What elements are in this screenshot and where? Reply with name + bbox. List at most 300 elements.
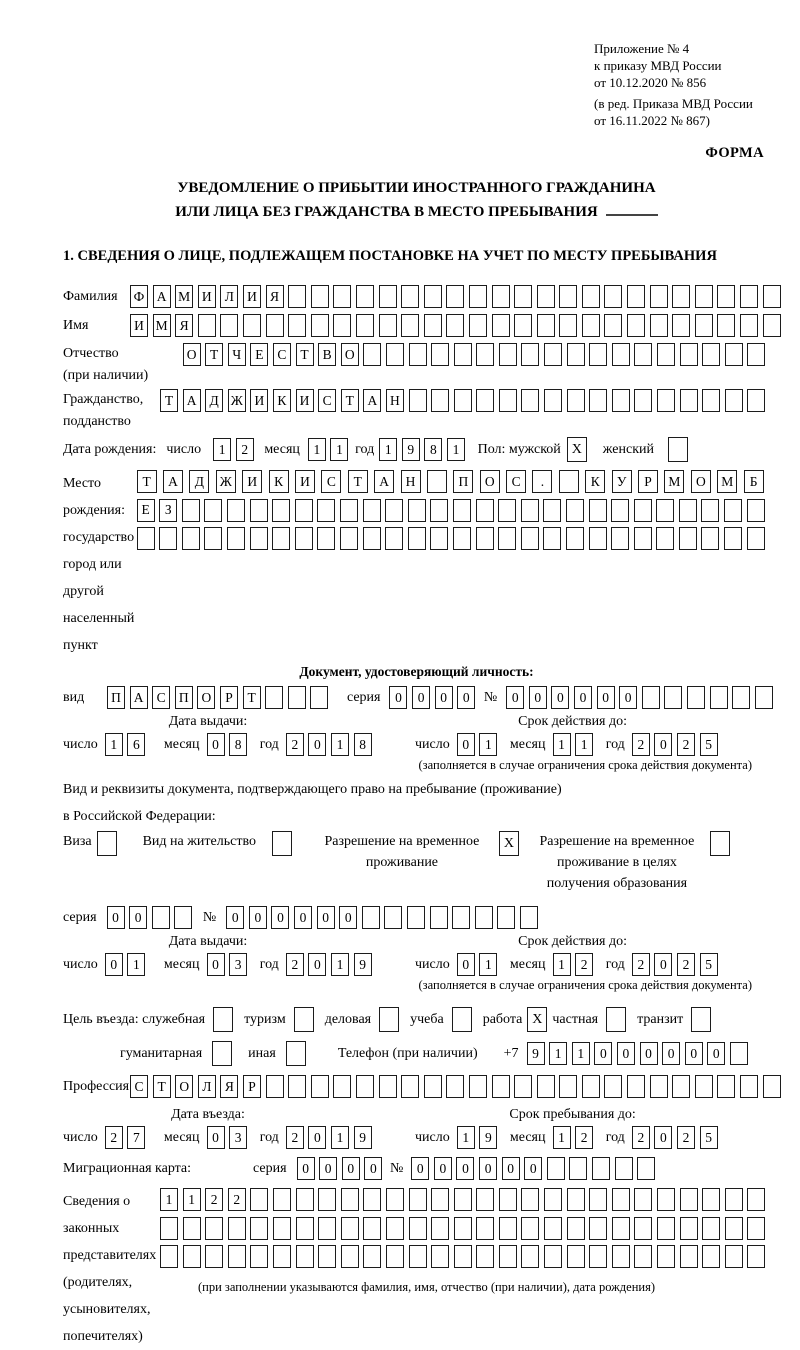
- char-cell[interactable]: [228, 1217, 246, 1240]
- char-cell[interactable]: 0: [435, 686, 453, 709]
- char-cell[interactable]: Л: [198, 1075, 216, 1098]
- char-cell[interactable]: О: [341, 343, 359, 366]
- char-cell[interactable]: [634, 499, 652, 522]
- char-cell[interactable]: О: [197, 686, 215, 709]
- char-cell[interactable]: [747, 1245, 765, 1268]
- char-cell[interactable]: Р: [220, 686, 238, 709]
- char-cell[interactable]: [687, 686, 705, 709]
- char-cell[interactable]: [747, 1217, 765, 1240]
- char-cell[interactable]: 1: [331, 953, 349, 976]
- char-cell[interactable]: [333, 1075, 351, 1098]
- char-cell[interactable]: 2: [205, 1188, 223, 1211]
- char-cell[interactable]: Ж: [228, 389, 246, 412]
- char-cell[interactable]: [362, 906, 380, 929]
- char-cell[interactable]: [499, 343, 517, 366]
- char-cell[interactable]: [680, 1217, 698, 1240]
- char-cell[interactable]: [452, 906, 470, 929]
- char-cell[interactable]: [273, 1245, 291, 1268]
- char-cell[interactable]: [543, 499, 561, 522]
- char-cell[interactable]: 0: [308, 1126, 326, 1149]
- char-cell[interactable]: 0: [617, 1042, 635, 1065]
- char-cell[interactable]: [476, 527, 494, 550]
- char-cell[interactable]: Т: [243, 686, 261, 709]
- char-cell[interactable]: М: [664, 470, 684, 493]
- char-cell[interactable]: 1: [572, 1042, 590, 1065]
- char-cell[interactable]: [521, 499, 539, 522]
- char-cell[interactable]: [543, 527, 561, 550]
- char-cell[interactable]: П: [453, 470, 473, 493]
- purpose-business-checkbox[interactable]: [379, 1007, 399, 1032]
- char-cell[interactable]: [379, 1075, 397, 1098]
- char-cell[interactable]: [656, 499, 674, 522]
- char-cell[interactable]: [408, 499, 426, 522]
- char-cell[interactable]: [408, 527, 426, 550]
- char-cell[interactable]: У: [612, 470, 632, 493]
- char-cell[interactable]: 5: [700, 953, 718, 976]
- purpose-transit-checkbox[interactable]: [691, 1007, 711, 1032]
- char-cell[interactable]: [701, 499, 719, 522]
- char-cell[interactable]: 1: [553, 733, 571, 756]
- char-cell[interactable]: 2: [105, 1126, 123, 1149]
- char-cell[interactable]: [695, 285, 713, 308]
- char-cell[interactable]: Ч: [228, 343, 246, 366]
- char-cell[interactable]: [559, 470, 579, 493]
- char-cell[interactable]: [204, 499, 222, 522]
- char-cell[interactable]: [340, 527, 358, 550]
- char-cell[interactable]: [612, 389, 630, 412]
- char-cell[interactable]: 1: [379, 438, 397, 461]
- char-cell[interactable]: [228, 1245, 246, 1268]
- char-cell[interactable]: [612, 1188, 630, 1211]
- char-cell[interactable]: [183, 1217, 201, 1240]
- char-cell[interactable]: [476, 499, 494, 522]
- char-cell[interactable]: 0: [551, 686, 569, 709]
- char-cell[interactable]: [499, 1245, 517, 1268]
- char-cell[interactable]: К: [273, 389, 291, 412]
- char-cell[interactable]: И: [242, 470, 262, 493]
- char-cell[interactable]: [701, 527, 719, 550]
- char-cell[interactable]: 9: [354, 953, 372, 976]
- char-cell[interactable]: 0: [271, 906, 289, 929]
- char-cell[interactable]: [725, 1245, 743, 1268]
- char-cell[interactable]: [634, 1245, 652, 1268]
- char-cell[interactable]: [672, 1075, 690, 1098]
- char-cell[interactable]: [454, 1188, 472, 1211]
- char-cell[interactable]: [567, 1188, 585, 1211]
- char-cell[interactable]: [611, 499, 629, 522]
- char-cell[interactable]: [296, 1217, 314, 1240]
- char-cell[interactable]: 1: [330, 438, 348, 461]
- char-cell[interactable]: И: [250, 389, 268, 412]
- char-cell[interactable]: [634, 343, 652, 366]
- char-cell[interactable]: [431, 1245, 449, 1268]
- char-cell[interactable]: 0: [654, 1126, 672, 1149]
- char-cell[interactable]: [424, 314, 442, 337]
- char-cell[interactable]: [288, 285, 306, 308]
- char-cell[interactable]: [386, 343, 404, 366]
- char-cell[interactable]: [547, 1157, 565, 1180]
- char-cell[interactable]: [295, 527, 313, 550]
- char-cell[interactable]: [363, 343, 381, 366]
- char-cell[interactable]: [409, 1217, 427, 1240]
- char-cell[interactable]: [650, 285, 668, 308]
- char-cell[interactable]: 8: [424, 438, 442, 461]
- char-cell[interactable]: [589, 1245, 607, 1268]
- char-cell[interactable]: [604, 285, 622, 308]
- char-cell[interactable]: Л: [220, 285, 238, 308]
- char-cell[interactable]: [627, 1075, 645, 1098]
- char-cell[interactable]: [272, 527, 290, 550]
- char-cell[interactable]: [356, 1075, 374, 1098]
- char-cell[interactable]: 1: [457, 1126, 475, 1149]
- char-cell[interactable]: [250, 1188, 268, 1211]
- char-cell[interactable]: [537, 314, 555, 337]
- char-cell[interactable]: [250, 1217, 268, 1240]
- char-cell[interactable]: О: [480, 470, 500, 493]
- purpose-work-checkbox[interactable]: X: [527, 1007, 547, 1032]
- char-cell[interactable]: [341, 1217, 359, 1240]
- char-cell[interactable]: [650, 1075, 668, 1098]
- char-cell[interactable]: [567, 1217, 585, 1240]
- char-cell[interactable]: 1: [575, 733, 593, 756]
- char-cell[interactable]: 0: [107, 906, 125, 929]
- char-cell[interactable]: [295, 499, 313, 522]
- char-cell[interactable]: И: [296, 389, 314, 412]
- char-cell[interactable]: [476, 343, 494, 366]
- char-cell[interactable]: [589, 527, 607, 550]
- char-cell[interactable]: 0: [654, 953, 672, 976]
- char-cell[interactable]: С: [152, 686, 170, 709]
- char-cell[interactable]: Я: [175, 314, 193, 337]
- char-cell[interactable]: [160, 1245, 178, 1268]
- char-cell[interactable]: 7: [127, 1126, 145, 1149]
- char-cell[interactable]: 2: [236, 438, 254, 461]
- char-cell[interactable]: 8: [354, 733, 372, 756]
- char-cell[interactable]: [521, 1188, 539, 1211]
- char-cell[interactable]: [453, 527, 471, 550]
- char-cell[interactable]: [521, 527, 539, 550]
- char-cell[interactable]: [521, 343, 539, 366]
- char-cell[interactable]: [356, 314, 374, 337]
- char-cell[interactable]: 0: [457, 733, 475, 756]
- char-cell[interactable]: 6: [127, 733, 145, 756]
- char-cell[interactable]: [476, 1188, 494, 1211]
- visa-checkbox[interactable]: [97, 831, 117, 856]
- char-cell[interactable]: [385, 499, 403, 522]
- char-cell[interactable]: С: [321, 470, 341, 493]
- char-cell[interactable]: [725, 389, 743, 412]
- char-cell[interactable]: [710, 686, 728, 709]
- char-cell[interactable]: [642, 686, 660, 709]
- char-cell[interactable]: [725, 1217, 743, 1240]
- char-cell[interactable]: 3: [229, 1126, 247, 1149]
- char-cell[interactable]: И: [130, 314, 148, 337]
- char-cell[interactable]: [424, 285, 442, 308]
- char-cell[interactable]: Р: [638, 470, 658, 493]
- char-cell[interactable]: [454, 1245, 472, 1268]
- char-cell[interactable]: 1: [183, 1188, 201, 1211]
- char-cell[interactable]: [544, 343, 562, 366]
- char-cell[interactable]: [356, 285, 374, 308]
- char-cell[interactable]: [566, 527, 584, 550]
- char-cell[interactable]: [476, 389, 494, 412]
- char-cell[interactable]: [657, 1245, 675, 1268]
- char-cell[interactable]: 9: [354, 1126, 372, 1149]
- char-cell[interactable]: [409, 389, 427, 412]
- char-cell[interactable]: [272, 499, 290, 522]
- char-cell[interactable]: [152, 906, 170, 929]
- char-cell[interactable]: 0: [502, 1157, 520, 1180]
- char-cell[interactable]: 1: [331, 1126, 349, 1149]
- char-cell[interactable]: [559, 314, 577, 337]
- char-cell[interactable]: [385, 527, 403, 550]
- char-cell[interactable]: [695, 314, 713, 337]
- char-cell[interactable]: [604, 1075, 622, 1098]
- char-cell[interactable]: [634, 527, 652, 550]
- char-cell[interactable]: [559, 285, 577, 308]
- char-cell[interactable]: 0: [662, 1042, 680, 1065]
- char-cell[interactable]: И: [198, 285, 216, 308]
- char-cell[interactable]: С: [273, 343, 291, 366]
- char-cell[interactable]: [592, 1157, 610, 1180]
- char-cell[interactable]: О: [183, 343, 201, 366]
- residence-permit-checkbox[interactable]: [272, 831, 292, 856]
- char-cell[interactable]: [514, 285, 532, 308]
- char-cell[interactable]: 2: [677, 1126, 695, 1149]
- char-cell[interactable]: 0: [412, 686, 430, 709]
- char-cell[interactable]: 1: [479, 953, 497, 976]
- char-cell[interactable]: [318, 1188, 336, 1211]
- char-cell[interactable]: .: [532, 470, 552, 493]
- char-cell[interactable]: 0: [319, 1157, 337, 1180]
- char-cell[interactable]: [182, 527, 200, 550]
- char-cell[interactable]: [627, 285, 645, 308]
- char-cell[interactable]: [634, 1217, 652, 1240]
- char-cell[interactable]: [589, 499, 607, 522]
- char-cell[interactable]: [672, 314, 690, 337]
- char-cell[interactable]: 2: [632, 1126, 650, 1149]
- char-cell[interactable]: [637, 1157, 655, 1180]
- char-cell[interactable]: [492, 285, 510, 308]
- char-cell[interactable]: [137, 527, 155, 550]
- char-cell[interactable]: 0: [317, 906, 335, 929]
- char-cell[interactable]: А: [163, 470, 183, 493]
- char-cell[interactable]: 0: [207, 733, 225, 756]
- char-cell[interactable]: [589, 1217, 607, 1240]
- char-cell[interactable]: 1: [308, 438, 326, 461]
- char-cell[interactable]: 5: [700, 733, 718, 756]
- char-cell[interactable]: И: [295, 470, 315, 493]
- char-cell[interactable]: [288, 1075, 306, 1098]
- char-cell[interactable]: 3: [229, 953, 247, 976]
- char-cell[interactable]: [454, 389, 472, 412]
- purpose-official-checkbox[interactable]: [213, 1007, 233, 1032]
- char-cell[interactable]: [318, 1217, 336, 1240]
- char-cell[interactable]: [431, 343, 449, 366]
- char-cell[interactable]: [227, 499, 245, 522]
- char-cell[interactable]: [409, 1245, 427, 1268]
- char-cell[interactable]: [763, 314, 781, 337]
- char-cell[interactable]: [288, 686, 306, 709]
- char-cell[interactable]: [384, 906, 402, 929]
- char-cell[interactable]: Е: [137, 499, 155, 522]
- char-cell[interactable]: [386, 1188, 404, 1211]
- char-cell[interactable]: [476, 1245, 494, 1268]
- char-cell[interactable]: [318, 1245, 336, 1268]
- char-cell[interactable]: [311, 1075, 329, 1098]
- char-cell[interactable]: П: [107, 686, 125, 709]
- char-cell[interactable]: [521, 1245, 539, 1268]
- char-cell[interactable]: [288, 314, 306, 337]
- char-cell[interactable]: [379, 285, 397, 308]
- char-cell[interactable]: [612, 1217, 630, 1240]
- char-cell[interactable]: 0: [207, 1126, 225, 1149]
- char-cell[interactable]: [657, 389, 675, 412]
- char-cell[interactable]: [566, 499, 584, 522]
- char-cell[interactable]: [732, 686, 750, 709]
- char-cell[interactable]: [611, 527, 629, 550]
- char-cell[interactable]: [379, 314, 397, 337]
- char-cell[interactable]: [159, 527, 177, 550]
- char-cell[interactable]: 8: [229, 733, 247, 756]
- char-cell[interactable]: Н: [401, 470, 421, 493]
- purpose-tourism-checkbox[interactable]: [294, 1007, 314, 1032]
- char-cell[interactable]: 0: [457, 686, 475, 709]
- char-cell[interactable]: [763, 285, 781, 308]
- char-cell[interactable]: [469, 1075, 487, 1098]
- char-cell[interactable]: 0: [308, 733, 326, 756]
- char-cell[interactable]: [537, 285, 555, 308]
- char-cell[interactable]: 0: [249, 906, 267, 929]
- char-cell[interactable]: [454, 343, 472, 366]
- char-cell[interactable]: [499, 1217, 517, 1240]
- char-cell[interactable]: [567, 343, 585, 366]
- char-cell[interactable]: [582, 285, 600, 308]
- char-cell[interactable]: 0: [207, 953, 225, 976]
- char-cell[interactable]: [559, 1075, 577, 1098]
- char-cell[interactable]: [446, 285, 464, 308]
- char-cell[interactable]: [680, 343, 698, 366]
- char-cell[interactable]: 0: [129, 906, 147, 929]
- char-cell[interactable]: [740, 285, 758, 308]
- char-cell[interactable]: Т: [205, 343, 223, 366]
- char-cell[interactable]: [498, 499, 516, 522]
- char-cell[interactable]: [747, 527, 765, 550]
- char-cell[interactable]: Ф: [130, 285, 148, 308]
- char-cell[interactable]: 0: [506, 686, 524, 709]
- char-cell[interactable]: [717, 314, 735, 337]
- char-cell[interactable]: О: [175, 1075, 193, 1098]
- char-cell[interactable]: [317, 499, 335, 522]
- char-cell[interactable]: А: [374, 470, 394, 493]
- char-cell[interactable]: 2: [575, 1126, 593, 1149]
- char-cell[interactable]: [431, 1188, 449, 1211]
- char-cell[interactable]: [498, 527, 516, 550]
- char-cell[interactable]: [695, 1075, 713, 1098]
- char-cell[interactable]: [430, 906, 448, 929]
- char-cell[interactable]: 0: [685, 1042, 703, 1065]
- char-cell[interactable]: 0: [597, 686, 615, 709]
- char-cell[interactable]: [612, 1245, 630, 1268]
- char-cell[interactable]: Е: [250, 343, 268, 366]
- char-cell[interactable]: [672, 285, 690, 308]
- char-cell[interactable]: [427, 470, 447, 493]
- char-cell[interactable]: 0: [529, 686, 547, 709]
- char-cell[interactable]: 2: [677, 953, 695, 976]
- char-cell[interactable]: [333, 314, 351, 337]
- char-cell[interactable]: П: [175, 686, 193, 709]
- char-cell[interactable]: [160, 1217, 178, 1240]
- char-cell[interactable]: 0: [456, 1157, 474, 1180]
- char-cell[interactable]: [250, 499, 268, 522]
- char-cell[interactable]: К: [269, 470, 289, 493]
- char-cell[interactable]: [747, 343, 765, 366]
- purpose-humanitarian-checkbox[interactable]: [212, 1041, 232, 1066]
- char-cell[interactable]: 0: [654, 733, 672, 756]
- char-cell[interactable]: [409, 1188, 427, 1211]
- char-cell[interactable]: А: [153, 285, 171, 308]
- char-cell[interactable]: А: [183, 389, 201, 412]
- char-cell[interactable]: Д: [205, 389, 223, 412]
- purpose-private-checkbox[interactable]: [606, 1007, 626, 1032]
- char-cell[interactable]: [514, 1075, 532, 1098]
- char-cell[interactable]: О: [691, 470, 711, 493]
- char-cell[interactable]: 0: [574, 686, 592, 709]
- char-cell[interactable]: Д: [189, 470, 209, 493]
- char-cell[interactable]: Т: [160, 389, 178, 412]
- char-cell[interactable]: [311, 285, 329, 308]
- char-cell[interactable]: Т: [153, 1075, 171, 1098]
- char-cell[interactable]: [317, 527, 335, 550]
- char-cell[interactable]: [650, 314, 668, 337]
- char-cell[interactable]: [183, 1245, 201, 1268]
- char-cell[interactable]: [612, 343, 630, 366]
- char-cell[interactable]: 0: [226, 906, 244, 929]
- char-cell[interactable]: [582, 314, 600, 337]
- char-cell[interactable]: [407, 906, 425, 929]
- char-cell[interactable]: [702, 1217, 720, 1240]
- char-cell[interactable]: [569, 1157, 587, 1180]
- char-cell[interactable]: [266, 1075, 284, 1098]
- char-cell[interactable]: [363, 1245, 381, 1268]
- char-cell[interactable]: [679, 499, 697, 522]
- char-cell[interactable]: 1: [549, 1042, 567, 1065]
- char-cell[interactable]: 1: [331, 733, 349, 756]
- char-cell[interactable]: 2: [632, 953, 650, 976]
- char-cell[interactable]: 0: [524, 1157, 542, 1180]
- char-cell[interactable]: [656, 527, 674, 550]
- char-cell[interactable]: 0: [411, 1157, 429, 1180]
- char-cell[interactable]: 2: [286, 1126, 304, 1149]
- char-cell[interactable]: [363, 499, 381, 522]
- char-cell[interactable]: [544, 389, 562, 412]
- char-cell[interactable]: 0: [339, 906, 357, 929]
- char-cell[interactable]: [627, 314, 645, 337]
- char-cell[interactable]: Ж: [216, 470, 236, 493]
- char-cell[interactable]: 0: [308, 953, 326, 976]
- char-cell[interactable]: А: [130, 686, 148, 709]
- char-cell[interactable]: [567, 1245, 585, 1268]
- char-cell[interactable]: Н: [386, 389, 404, 412]
- char-cell[interactable]: [198, 314, 216, 337]
- char-cell[interactable]: М: [717, 470, 737, 493]
- char-cell[interactable]: [747, 1188, 765, 1211]
- char-cell[interactable]: 1: [127, 953, 145, 976]
- char-cell[interactable]: [296, 1245, 314, 1268]
- char-cell[interactable]: [664, 686, 682, 709]
- char-cell[interactable]: 2: [677, 733, 695, 756]
- char-cell[interactable]: [341, 1245, 359, 1268]
